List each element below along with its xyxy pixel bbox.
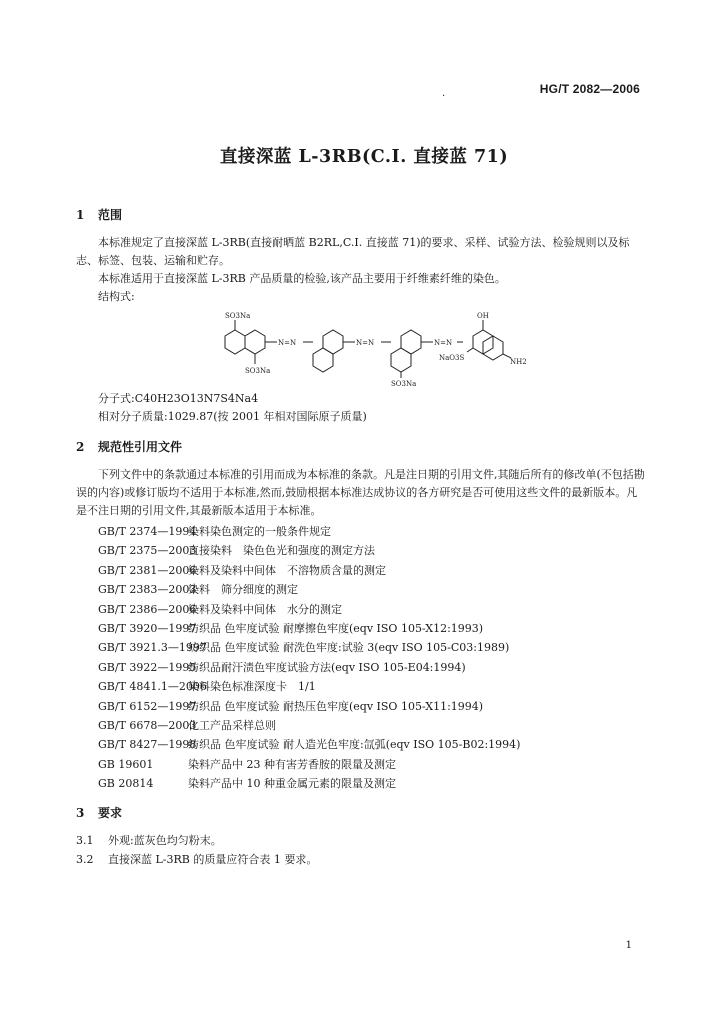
- ring-2b: [313, 348, 333, 372]
- ring-2a: [323, 330, 343, 354]
- reference-title: 纺织品 色牢度试验 耐洗色牢度:试验 3(eqv ISO 105-C03:1989): [188, 641, 510, 655]
- reference-code: GB/T 3920—1997: [98, 621, 197, 635]
- reference-code: GB/T 6678—2003: [98, 718, 197, 732]
- azo-1-label: N=N: [278, 339, 297, 347]
- oh-label: OH: [477, 312, 489, 320]
- molecular-formula: 分子式:C40H23O13N7S4Na4: [98, 392, 259, 405]
- reference-code: GB/T 2381—2006: [98, 563, 197, 577]
- section-title: 范围: [98, 208, 123, 222]
- reference-title: 染料染色测定的一般条件规定: [188, 525, 331, 538]
- references-intro: 下列文件中的条款通过本标准的引用而成为本标准的条款。凡是注日期的引用文件,其随后所有的修改单(不包括勘误的内容)或修订版均不适用于本标准,然而,鼓励根据本标准达成协议的各方研究是否可使用这些文件的最新版本。凡是不注日期的引用文件,其最新版本适用于本标准。: [76, 468, 645, 517]
- reference-item: [98, 638, 658, 657]
- nh2-label: NH2: [510, 358, 527, 366]
- reference-item: [98, 677, 658, 696]
- document-title: 直接深蓝 L-3RB(C.I. 直接蓝 71): [219, 147, 509, 167]
- reference-title: 染料产品中 23 种有害芳香胺的限量及测定: [188, 757, 396, 771]
- reference-item: [98, 755, 658, 774]
- reference-title: 染料及染料中间体 不溶物质含量的测定: [188, 563, 386, 577]
- reference-title: 直接染料 染色色光和强度的测定方法: [188, 544, 375, 558]
- reference-code: GB/T 3922—1995: [98, 660, 197, 674]
- reference-code: GB/T 4841.1—2006: [98, 680, 207, 694]
- reference-item: [98, 735, 658, 754]
- requirement-3-1: [76, 832, 636, 850]
- clause-number: 3.1: [76, 834, 94, 847]
- reference-code: GB/T 2386—2006: [98, 602, 197, 616]
- scope-paragraph-1: 本标准规定了直接深蓝 L-3RB(直接耐晒蓝 B2RL,C.I. 直接蓝 71)的要求、采样、试验方法、检验规则以及标志、标签、包装、运输和贮存。: [76, 236, 630, 267]
- scope-paragraph-2: 本标准适用于直接深蓝 L-3RB 产品质量的检验,该产品主要用于纤维素纤维的染色。: [98, 272, 506, 285]
- so3na-left-bottom-label: SO3Na: [245, 367, 271, 375]
- reference-code: GB/T 2375—2003: [98, 544, 197, 558]
- reference-item: [98, 658, 658, 677]
- reference-title: 染料 筛分细度的测定: [188, 583, 298, 597]
- reference-code: GB/T 8427—1998: [98, 738, 197, 752]
- reference-title: 纺织品 色牢度试验 耐摩擦色牢度(eqv ISO 105-X12:1993): [188, 621, 484, 635]
- reference-item: [98, 697, 658, 716]
- ring-3a: [401, 330, 421, 354]
- section-2-heading: [76, 438, 182, 455]
- section-1-heading: [76, 206, 122, 223]
- header-dot: .: [442, 88, 446, 99]
- reference-title: 化工产品采样总则: [188, 718, 276, 732]
- reference-item: [98, 580, 658, 599]
- ring-1a: [225, 330, 245, 354]
- reference-title: 染料及染料中间体 水分的测定: [188, 602, 342, 616]
- reference-title: 染料产品中 10 种重金属元素的限量及测定: [188, 777, 396, 791]
- clause-text: 外观:蓝灰色均匀粉末。: [108, 834, 222, 847]
- nao3s-label: NaO3S: [439, 354, 465, 362]
- reference-item: [98, 716, 658, 735]
- structural-formula: [205, 306, 525, 386]
- clause-number: 3.2: [76, 853, 94, 866]
- reference-item: [98, 774, 658, 793]
- section-number: 1: [76, 208, 85, 222]
- section-title: 要求: [98, 806, 123, 820]
- reference-code: GB 19601: [98, 757, 154, 771]
- azo-3-label: N=N: [434, 339, 453, 347]
- reference-list: [98, 522, 658, 793]
- standard-code: HG/T 2082—2006: [539, 82, 640, 96]
- reference-code: GB/T 2383—2003: [98, 583, 197, 597]
- reference-item: [98, 522, 658, 541]
- section-number: 3: [76, 806, 85, 820]
- reference-code: GB 20814: [98, 777, 154, 791]
- reference-title: 纺织品 色牢度试验 耐热压色牢度(eqv ISO 105-X11:1994): [188, 699, 484, 713]
- structure-label: 结构式:: [98, 290, 135, 303]
- reference-title: 纺织品耐汗渍色牢度试验方法(eqv ISO 105-E04:1994): [188, 660, 466, 674]
- clause-text: 直接深蓝 L-3RB 的质量应符合表 1 要求。: [108, 853, 318, 866]
- reference-code: GB/T 2374—1994: [98, 525, 197, 538]
- requirement-3-2: [76, 851, 636, 869]
- molecular-mass: 相对分子质量:1029.87(按 2001 年相对国际原子质量): [98, 410, 367, 423]
- so3na-top-label: SO3Na: [225, 312, 251, 320]
- ring-1b: [245, 330, 265, 354]
- azo-2-label: N=N: [356, 339, 375, 347]
- reference-code: GB/T 3921.3—1997: [98, 641, 207, 655]
- section-number: 2: [76, 440, 85, 454]
- page-number: 1: [625, 940, 632, 951]
- section-3-heading: [76, 804, 122, 821]
- reference-item: [98, 541, 658, 560]
- reference-item: [98, 619, 658, 638]
- ring-3b: [391, 348, 411, 372]
- reference-item: [98, 600, 658, 619]
- reference-title: 染料染色标准深度卡 1/1: [188, 680, 316, 694]
- section-title: 规范性引用文件: [98, 440, 183, 454]
- reference-item: [98, 561, 658, 580]
- reference-title: 纺织品 色牢度试验 耐人造光色牢度:氙弧(eqv ISO 105-B02:1994): [188, 738, 521, 752]
- so3na-bottom-label: SO3Na: [391, 380, 417, 388]
- reference-code: GB/T 6152—1997: [98, 699, 197, 713]
